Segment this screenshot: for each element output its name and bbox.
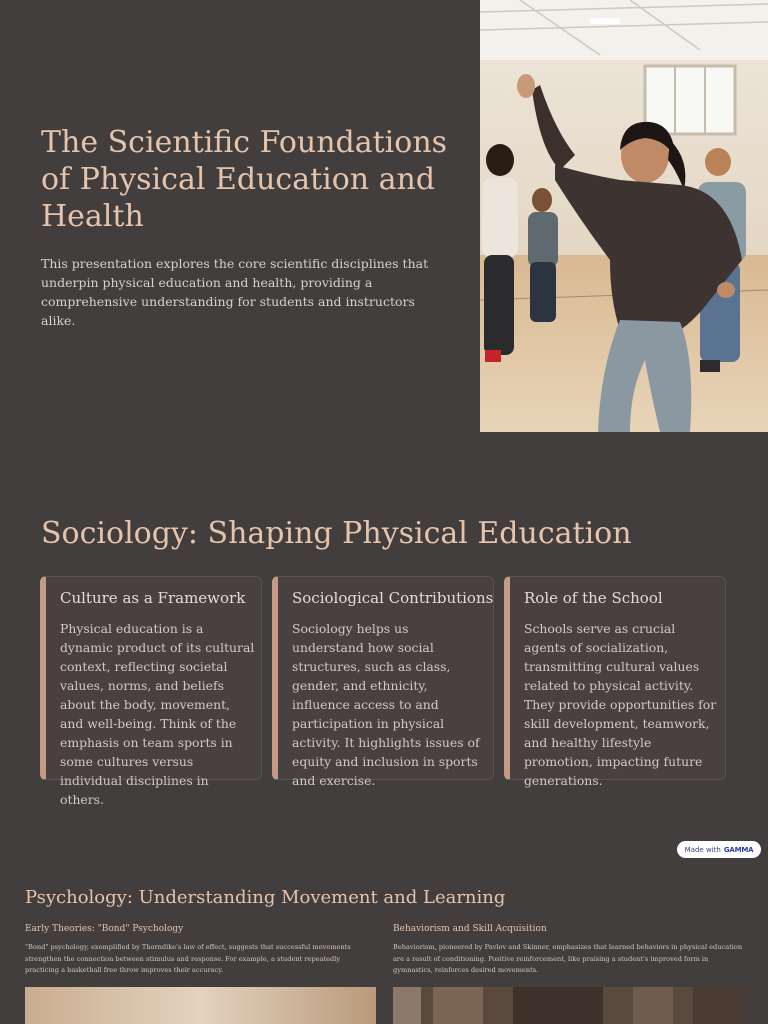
column-heading: Early Theories: "Bond" Psychology <box>25 924 184 934</box>
column-body: Behaviorism, pioneered by Pavlov and Skinner, emphasizes that learned behaviors in physical education are a result of conditioning. Positive reinforcement, like praising a student's improved form in gymnastics, reinforces desired movements. <box>393 943 743 974</box>
card-heading: Sociological Contributions <box>292 589 494 607</box>
sociology-slide <box>0 432 768 842</box>
column-body: "Bond" psychology, exemplified by Thorndike's law of effect, suggests that successful movements strengthen the connection between stimulus and response. For example, a student repeatedly practicing a basketball free throw improves their accuracy. <box>25 943 351 974</box>
card-heading: Role of the School <box>524 589 663 607</box>
psychology-slide <box>0 866 768 1024</box>
psychology-image-left <box>25 987 376 1024</box>
presentation-description: This presentation explores the core scientific disciplines that underpin physical education and health, providing a comprehensive understanding for students and instructors alike. <box>41 256 429 328</box>
culture-card <box>40 576 262 807</box>
bond-psychology-column <box>25 924 375 977</box>
card-body: Sociology helps us understand how social structures, such as class, gender, and ethnicity, influence access to and participation in physical activity. It highlights issues of equity and inclusion in sports and exercise. <box>292 621 480 788</box>
gym-students-photo <box>480 0 768 432</box>
card-body: Physical education is a dynamic product of its cultural context, reflecting societal values, norms, and beliefs about the body, movement, and well-being. Think of the emphasis on team sports in some cultures versus individual disciplines in others. <box>60 621 255 807</box>
gamma-logo: GAMMA <box>723 845 754 854</box>
badge-prefix: Made with <box>684 845 721 854</box>
title-slide <box>0 0 768 432</box>
sociology-title: Sociology: Shaping Physical Education <box>41 516 632 551</box>
psychology-title: Psychology: Understanding Movement and Learning <box>25 887 506 908</box>
card-body: Schools serve as crucial agents of socialization, transmitting cultural values related to physical activity. They provide opportunities for skill development, teamwork, and healthy lifestyle promotion, impacting future generations. <box>524 621 717 788</box>
column-heading: Behaviorism and Skill Acquisition <box>393 924 547 934</box>
psychology-image-right <box>393 987 743 1024</box>
card-heading: Culture as a Framework <box>60 589 246 607</box>
behaviorism-column <box>393 924 743 977</box>
sociological-contributions-card <box>272 576 494 788</box>
presentation-title: The Scientific Foundations of Physical Education and Health <box>41 125 448 234</box>
made-with-gamma-badge[interactable] <box>677 841 761 858</box>
role-of-school-card <box>504 576 726 788</box>
